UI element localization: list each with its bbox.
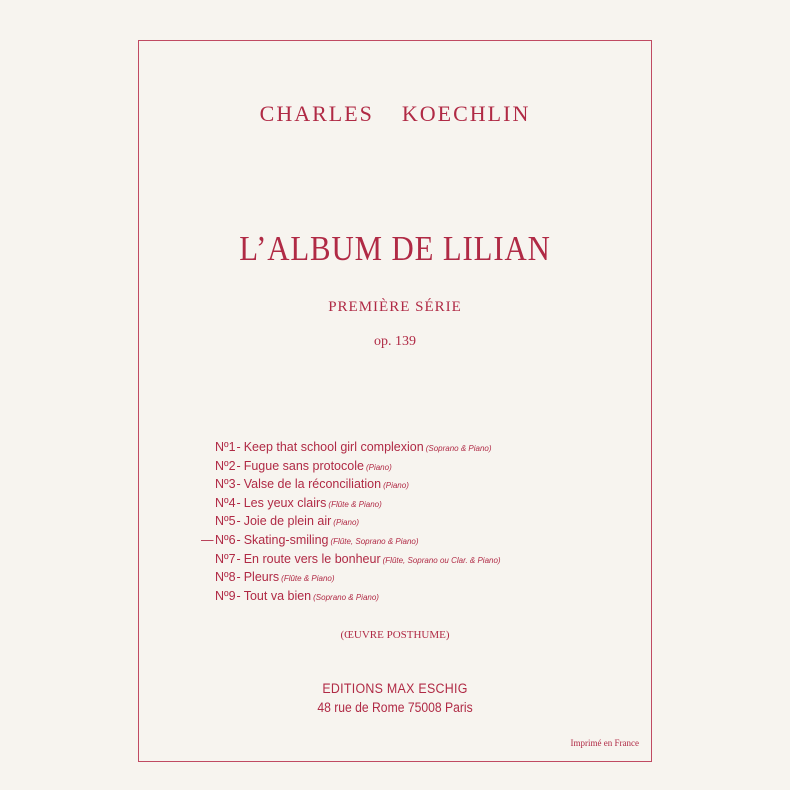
piece-instrumentation: (Soprano & Piano) [313,592,379,602]
piece-title: Skating-smiling [243,532,329,547]
piece-item [201,532,645,551]
opus-number: op. 139 [374,334,416,349]
piece-separator: - [236,440,241,454]
composer-first-name: CHARLES [259,101,374,126]
piece-separator: - [236,532,241,547]
show-through-artifact [139,45,651,68]
margin-dash-mark: — [201,532,214,547]
piece-instrumentation: (Piano) [383,481,409,491]
piece-item [215,476,645,495]
piece-title: Keep that school girl complexion [243,440,424,454]
piece-item [215,495,645,514]
work-title: L’ALBUM DE LILIAN [239,229,551,268]
piece-title: Joie de plein air [243,514,332,529]
oeuvre-posthume-label: (ŒUVRE POSTHUME) [340,629,450,641]
piece-instrumentation: (Flûte & Piano) [328,499,382,509]
piece-separator: - [236,570,241,585]
piece-number: Nº8 [215,570,236,585]
piece-number: Nº1 [215,440,236,454]
composer-last-name: KOECHLIN [401,101,531,126]
piece-number: Nº7 [215,551,236,566]
piece-separator: - [236,588,241,603]
piece-instrumentation: (Piano) [333,518,360,528]
piece-item [215,588,645,607]
piece-title: Tout va bien [243,588,312,603]
piece-instrumentation: (Soprano & Piano) [425,444,492,453]
piece-number: Nº9 [215,588,236,603]
publisher-address: 48 rue de Rome 75008 Paris [317,700,473,715]
piece-instrumentation: (Flûte & Piano) [281,574,335,584]
printed-in-label: Imprimé en France [570,738,639,748]
piece-separator: - [236,495,241,510]
title-page-frame [138,40,652,762]
publisher-name: EDITIONS MAX ESCHIG [322,681,468,696]
piece-item [215,513,645,532]
piece-number: Nº2 [215,458,236,473]
piece-number: Nº5 [215,514,236,529]
piece-item [215,458,645,477]
piece-title: Valse de la réconciliation [243,477,382,492]
piece-item [215,569,645,588]
composer-name [139,101,651,127]
piece-item [215,439,645,458]
piece-item [215,551,645,570]
piece-instrumentation: (Piano) [365,462,392,472]
piece-separator: - [236,477,241,492]
pieces-list [201,439,645,606]
piece-title: En route vers le bonheur [243,551,381,566]
piece-number: Nº3 [215,477,236,492]
piece-instrumentation: (Flûte, Soprano ou Clar. & Piano) [382,555,501,565]
piece-title: Fugue sans protocole [243,458,364,473]
piece-number: Nº4 [215,495,236,510]
piece-title: Pleurs [243,570,280,585]
series-label: PREMIÈRE SÉRIE [328,299,462,315]
piece-number: Nº6 [215,532,236,547]
piece-instrumentation: (Flûte, Soprano & Piano) [330,536,419,546]
piece-title: Les yeux clairs [243,495,327,510]
piece-separator: - [236,458,241,473]
piece-separator: - [236,551,241,566]
piece-separator: - [236,514,241,529]
